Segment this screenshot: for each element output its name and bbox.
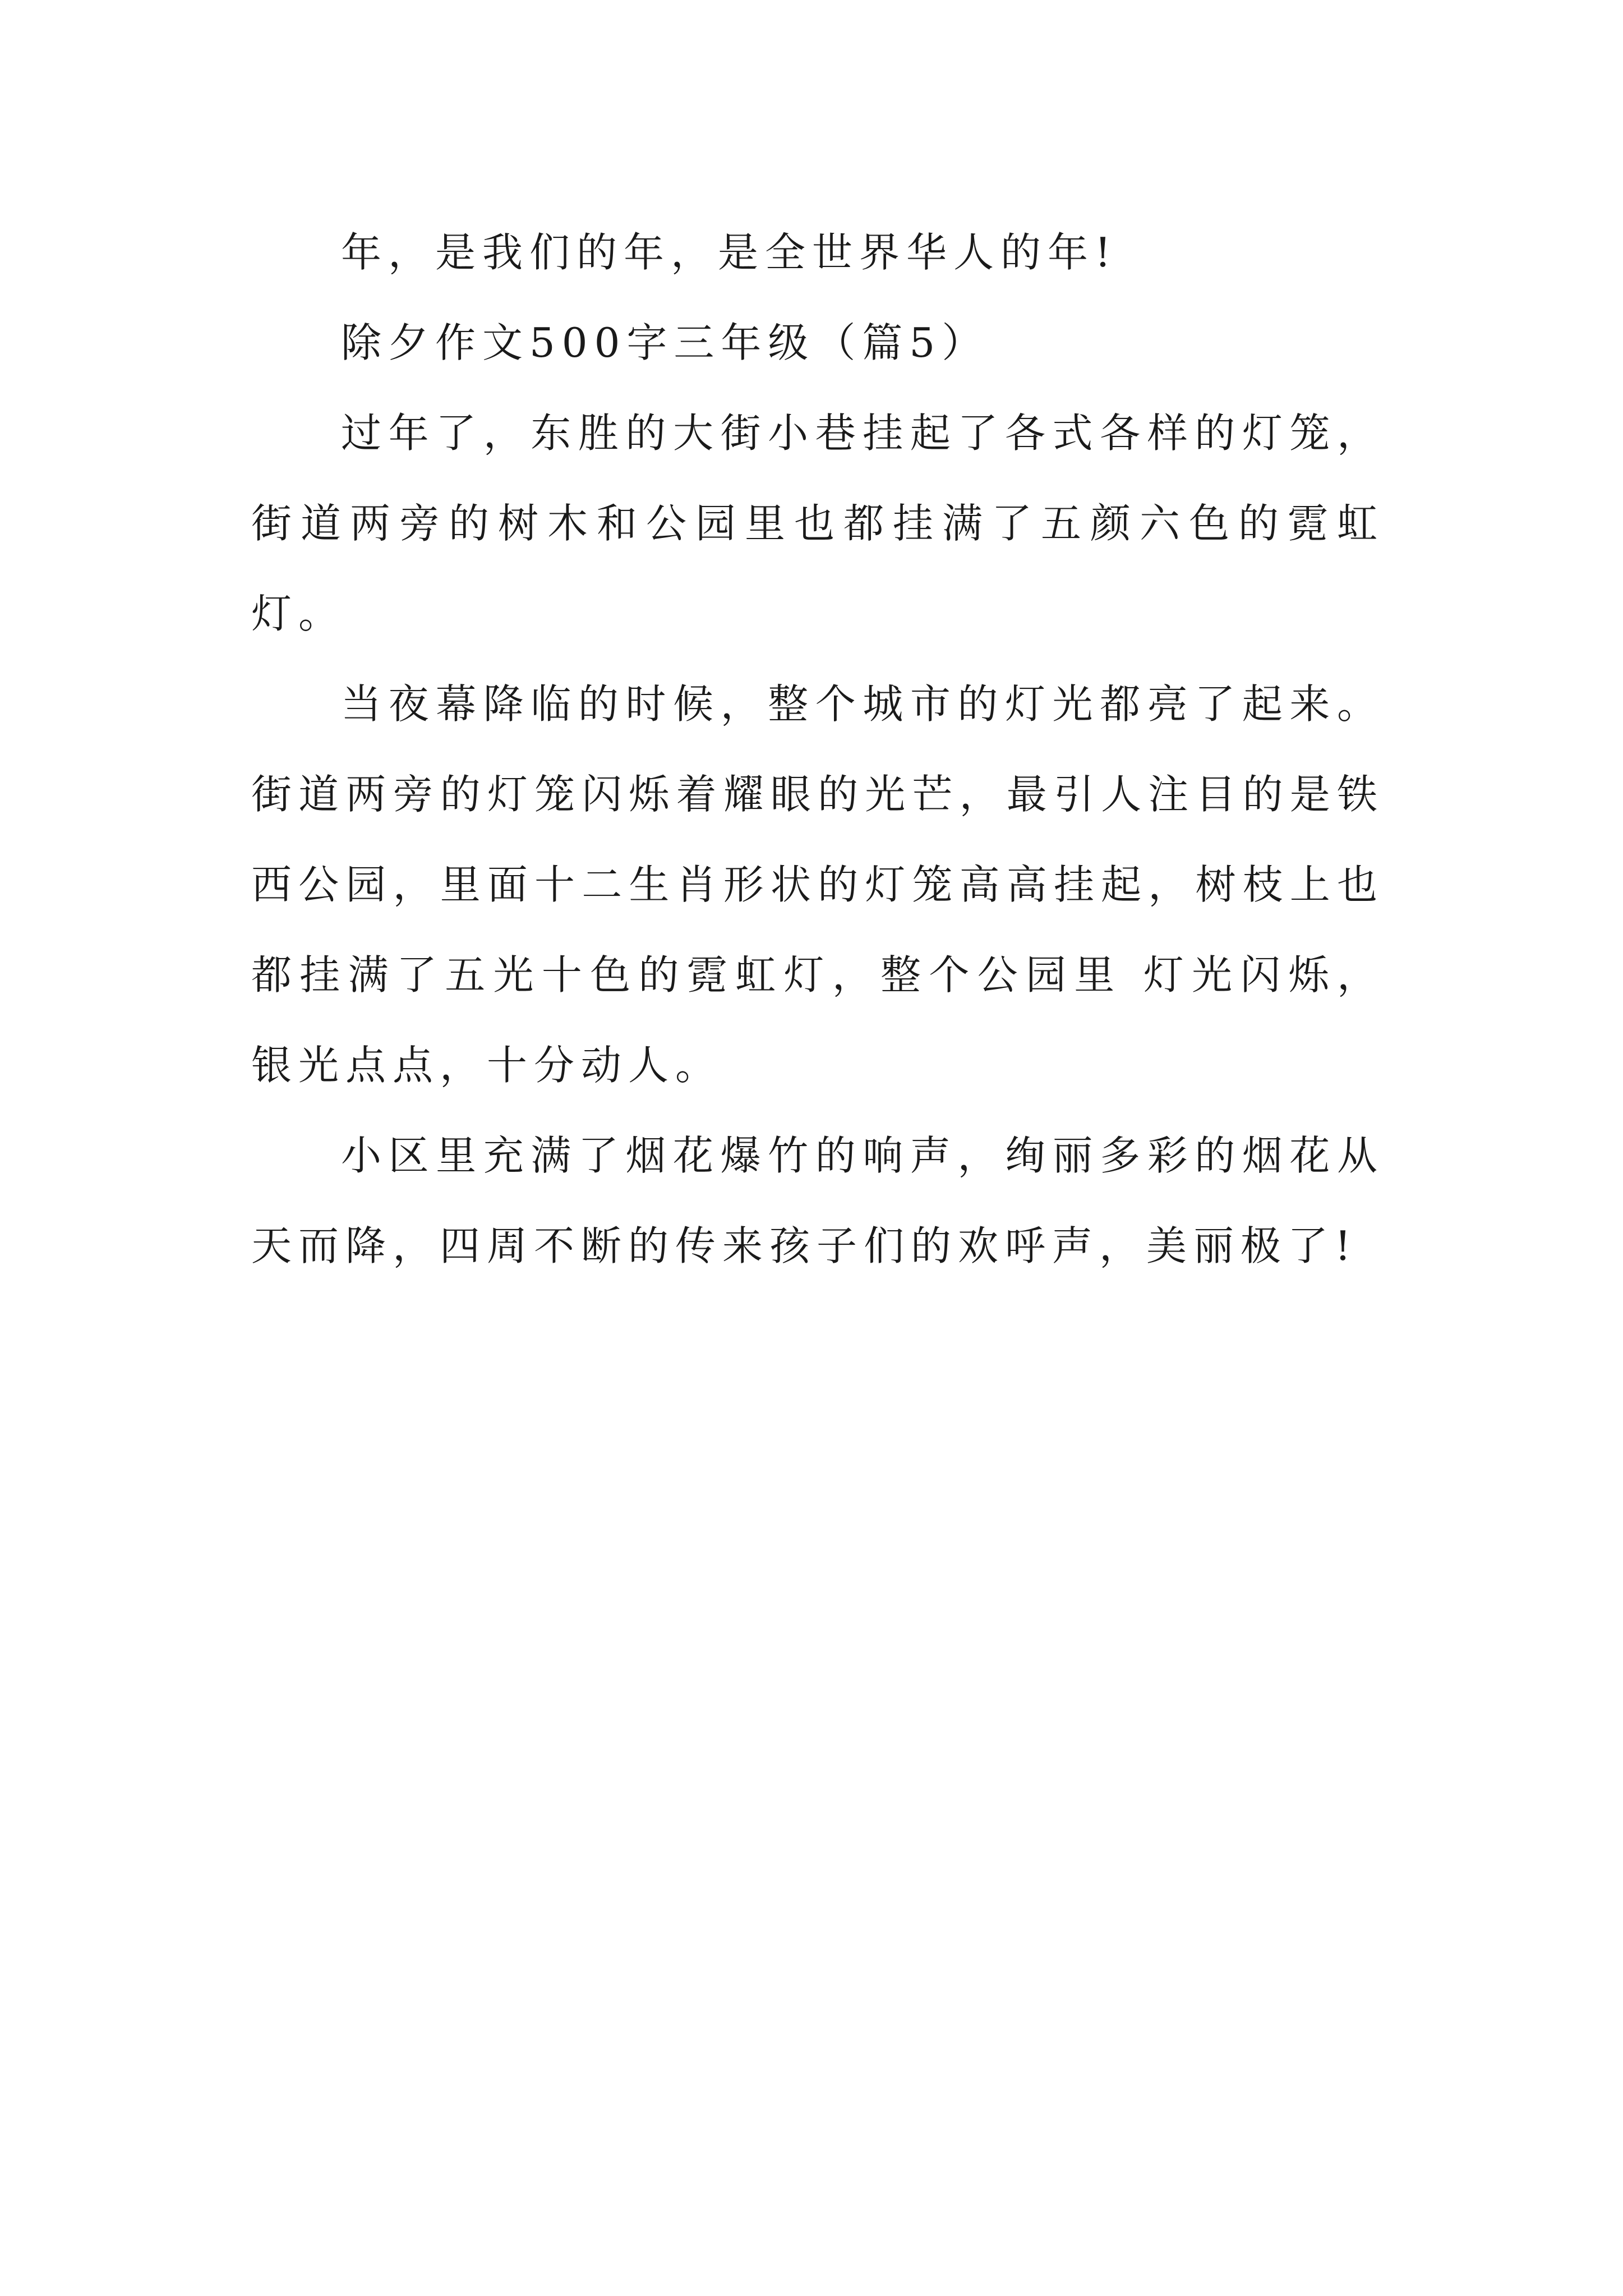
paragraph-1: 年，是我们的年，是全世界华人的年! [341, 229, 1118, 276]
section-heading: 除夕作文500字三年级（篇5） [341, 319, 989, 366]
paragraph-4: 小区里充满了烟花爆竹的响声，绚丽多彩的烟花从天而降，四周不断的传来孩子们的欢呼声，美丽极了! [251, 1132, 1384, 1269]
document-body [251, 208, 1384, 1291]
paragraph-2: 过年了，东胜的大街小巷挂起了各式各样的灯笼，街道两旁的树木和公园里也都挂满了五颜六色的霓虹灯。 [251, 409, 1384, 637]
paragraph-3: 当夜幕降临的时候，整个城市的灯光都亮了起来。街道两旁的灯笼闪烁着耀眼的光芒，最引人注目的是铁西公园，里面十二生肖形状的灯笼高高挂起，树枝上也都挂满了五光十色的霓虹灯，整个公园里 灯光闪烁，银光点点，十分动人。 [251, 680, 1384, 1089]
